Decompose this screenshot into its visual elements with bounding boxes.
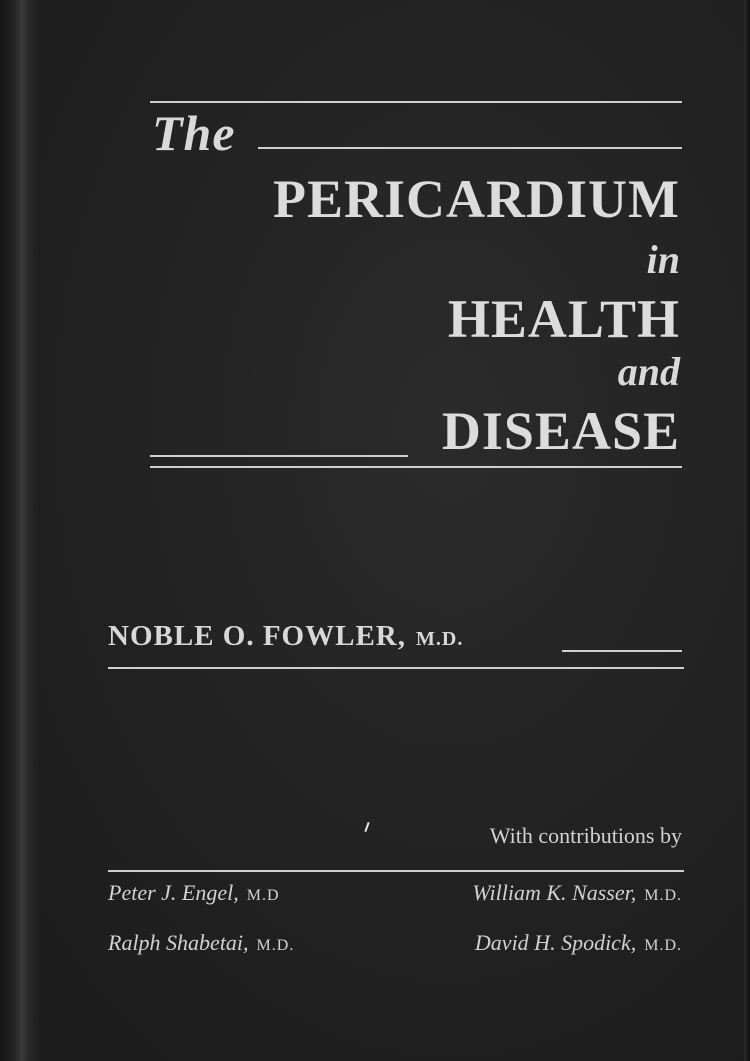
top-rule — [150, 101, 682, 103]
title-disease: DISEASE — [441, 401, 680, 461]
author-line — [108, 620, 463, 653]
contributor-name: Peter J. Engel, — [108, 880, 239, 905]
title-the: The — [152, 105, 236, 161]
author-name: NOBLE O. FOWLER, — [108, 620, 406, 652]
title-pericardium: PERICARDIUM — [273, 169, 680, 229]
contributor-spodick — [475, 930, 682, 956]
title-health: HEALTH — [447, 289, 680, 349]
contributor-name: David H. Spodick, — [474, 930, 637, 955]
title-bottom-rule — [150, 466, 682, 468]
contributor-engel — [108, 880, 280, 906]
contributor-degree: M.D. — [644, 887, 682, 904]
the-rule — [258, 147, 682, 149]
surface-speck — [364, 822, 369, 832]
contributor-degree: M.D. — [256, 937, 295, 954]
contributor-degree: M.D — [246, 887, 280, 904]
contributions-rule — [108, 870, 684, 872]
author-rule-right — [562, 650, 682, 652]
contributions-heading: With contributions by — [489, 823, 682, 848]
contributor-name: Ralph Shabetai, — [108, 930, 249, 955]
title-in: in — [646, 237, 680, 282]
title-and: and — [617, 349, 680, 394]
cover-right-edge — [744, 0, 750, 1061]
disease-rule-left — [150, 455, 408, 457]
book-spine-edge — [0, 0, 40, 1061]
contributor-shabetai — [108, 930, 294, 956]
contributor-name: William K. Nasser, — [472, 880, 637, 905]
author-bottom-rule — [108, 667, 684, 669]
author-degree: M.D. — [416, 628, 464, 650]
contributor-nasser — [472, 880, 682, 906]
contributor-degree: M.D. — [644, 937, 682, 954]
